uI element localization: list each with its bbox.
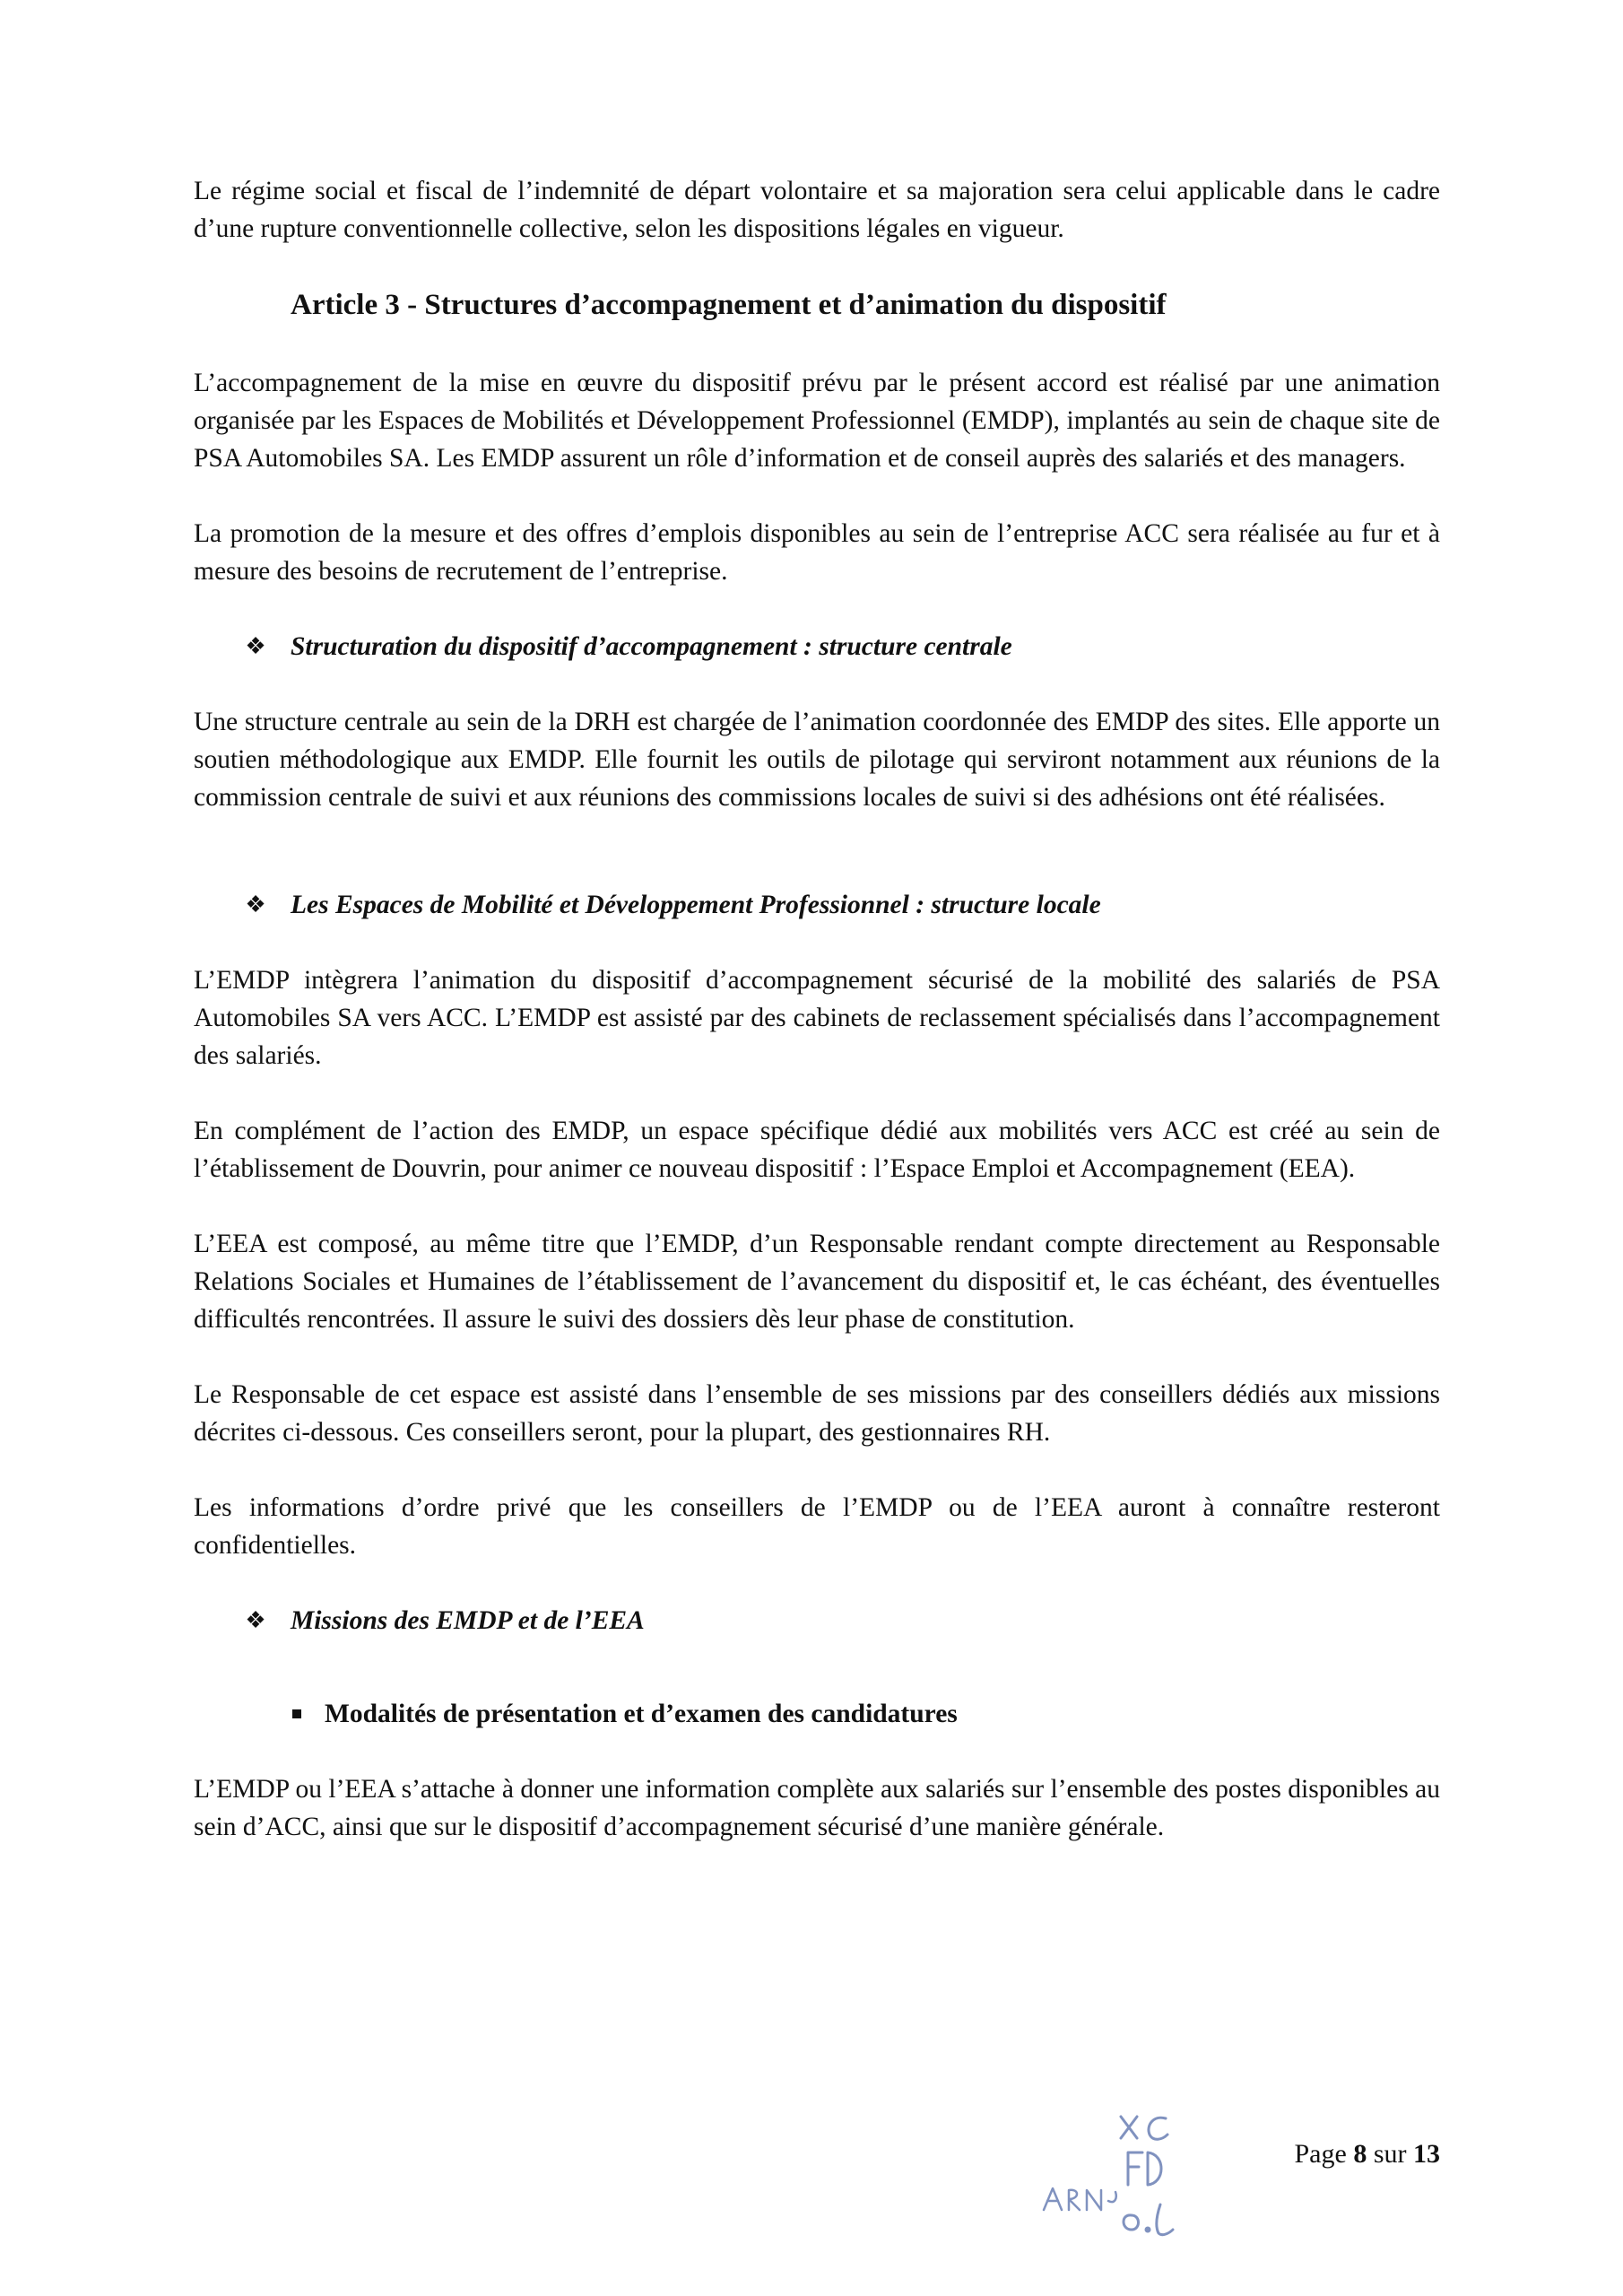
- paragraph-accompagnement: L’accompagnement de la mise en œuvre du dispositif prévu par le présent accord est réalisé par une animation organisée par les Espaces de Mobilités et Développement Professionnel (EMDP), implantés au sein de chaque site de PSA Automobiles SA. Les EMDP assurent un rôle d’information et de conseil auprès des salariés et des managers.: [194, 369, 1440, 473]
- diamond-bullet-icon: ❖: [245, 633, 266, 659]
- spacer: [194, 1677, 1440, 1695]
- paragraph-promotion: La promotion de la mesure et des offres d’emplois disponibles au sein de l’entreprise ACC sera réalisée au fur et à mesure des besoins de recrutement de l’entreprise.: [194, 519, 1440, 586]
- paragraph-regime-social: Le régime social et fiscal de l’indemnité de départ volontaire et sa majoration sera celui applicable dans le cadre d’une rupture conventionnelle collective, selon les dispositions légales en vigueur.: [194, 177, 1440, 243]
- subsection-heading-candidatures: [194, 1695, 1440, 1733]
- diamond-bullet-icon: ❖: [245, 891, 266, 918]
- paragraph-eea-creation: En complément de l’action des EMDP, un espace spécifique dédié aux mobilités vers ACC est créé au sein de l’établissement de Douvrin, pour animer ce nouveau dispositif : l’Espace Emploi et Accompagnement (EEA).: [194, 1117, 1440, 1183]
- subsection-heading-text: Modalités de présentation et d’examen des candidatures: [325, 1700, 958, 1728]
- section-heading-structure-centrale: [194, 628, 1440, 665]
- section-heading-structure-locale: [194, 886, 1440, 924]
- document-body: [194, 172, 1440, 1883]
- section-heading-missions: [194, 1602, 1440, 1639]
- spacer: [194, 854, 1440, 886]
- section-heading-text: Missions des EMDP et de l’EEA: [291, 1606, 645, 1635]
- page-prefix: Page: [1294, 2139, 1354, 2169]
- section-heading-text: Structuration du dispositif d’accompagnement : structure centrale: [291, 632, 1012, 661]
- paragraph-emdp-animation: L’EMDP intègrera l’animation du dispositif d’accompagnement sécurisé de la mobilité des salariés de PSA Automobiles SA vers ACC. L’EMDP est assisté par des cabinets de reclassement spécialisés dans l’accompagnement des salariés.: [194, 966, 1440, 1070]
- handwritten-initials-signature: [1022, 2099, 1228, 2251]
- square-bullet-icon: [292, 1709, 301, 1718]
- paragraph-eea-composition: L’EEA est composé, au même titre que l’EMDP, d’un Responsable rendant compte directement au Responsable Relations Sociales et Humaines de l’établissement de l’avancement du dispositif et, le cas échéant, des éventuelles difficultés rencontrées. Il assure le suivi des dossiers dès leur phase de constitution.: [194, 1230, 1440, 1334]
- diamond-bullet-icon: ❖: [245, 1607, 266, 1633]
- page-mid: sur: [1367, 2139, 1413, 2169]
- paragraph-responsable: Le Responsable de cet espace est assisté dans l’ensemble de ses missions par des conseillers dédiés aux missions décrites ci-dessous. Ces conseillers seront, pour la plupart, des gestionnaires RH.: [194, 1380, 1440, 1447]
- article-3-title: Article 3 - Structures d’accompagnement et d’animation du dispositif: [291, 289, 1167, 321]
- page-current: 8: [1353, 2139, 1367, 2169]
- paragraph-confidentialite: Les informations d’ordre privé que les conseillers de l’EMDP ou de l’EEA auront à connaître resteront confidentielles.: [194, 1493, 1440, 1560]
- page-total: 13: [1413, 2139, 1440, 2169]
- paragraph-structure-centrale: Une structure centrale au sein de la DRH est chargée de l’animation coordonnée des EMDP des sites. Elle apporte un soutien méthodologique aux EMDP. Elle fournit les outils de pilotage qui serviront notamment aux réunions de la commission centrale de suivi et aux réunions des commissions locales de suivi si des adhésions ont été réalisées.: [194, 708, 1440, 812]
- section-heading-text: Les Espaces de Mobilité et Développement Professionnel : structure locale: [291, 891, 1101, 919]
- paragraph-information-salaries: L’EMDP ou l’EEA s’attache à donner une information complète aux salariés sur l’ensemble des postes disponibles au sein d’ACC, ainsi que sur le dispositif d’accompagnement sécurisé d’une manière générale.: [194, 1775, 1440, 1841]
- page-number: [1295, 2136, 1441, 2172]
